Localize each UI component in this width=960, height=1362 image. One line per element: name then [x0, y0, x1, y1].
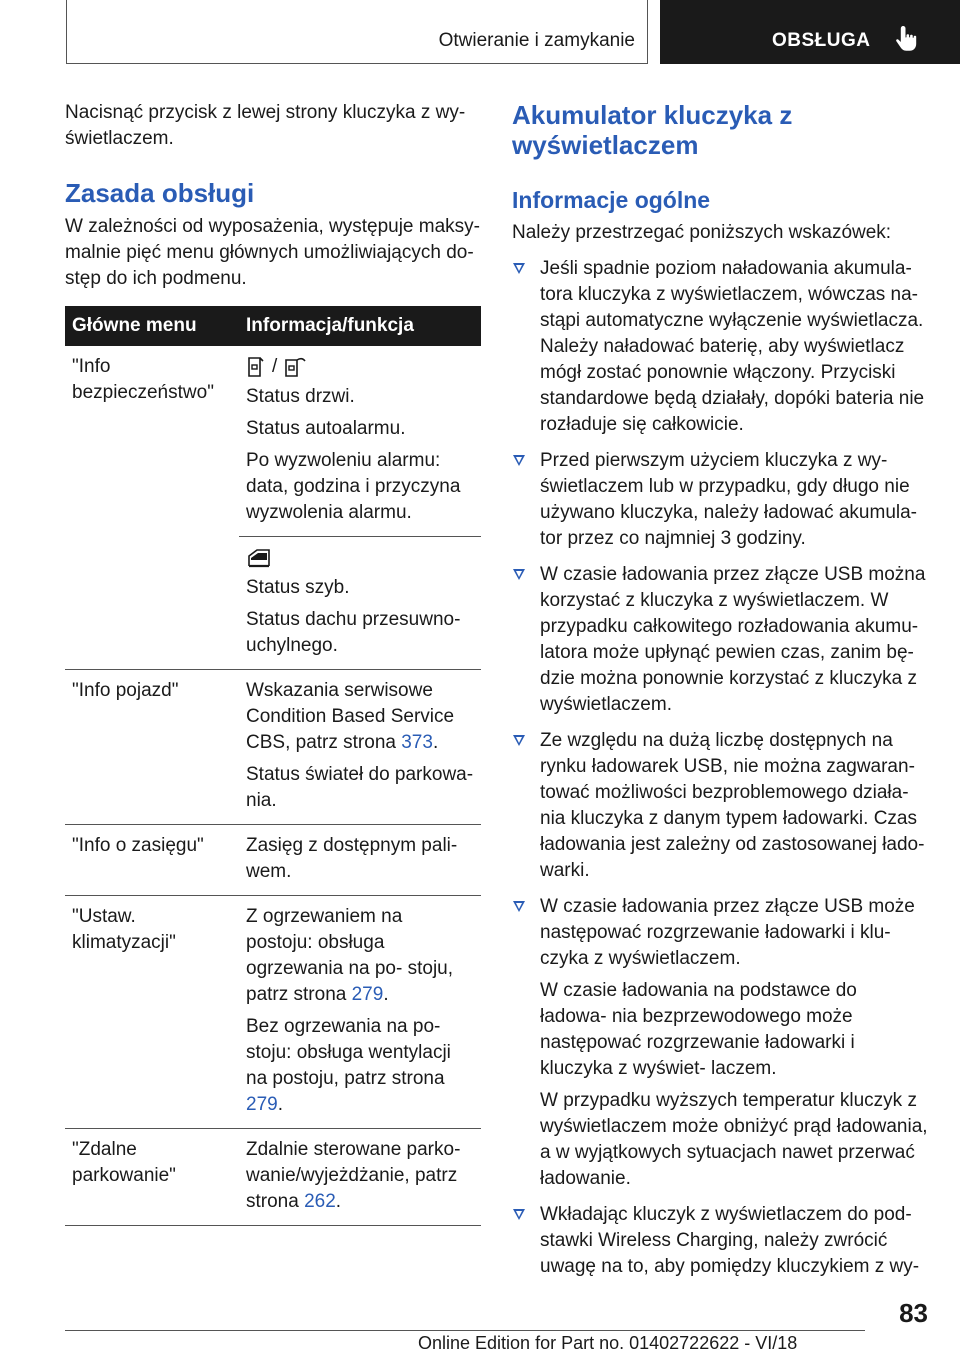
- section-heading-zasada: Zasada obsługi: [65, 178, 255, 208]
- info-line: Z ogrzewaniem na postoju: obsługa ogrzewania na po- stoju, patrz strona 279.: [246, 906, 454, 1005]
- icon-separator: /: [272, 356, 278, 377]
- list-item-text: Ze względu na dużą liczbę dostępnych na rynku ładowarek USB, nie można zagwaran- tować możliwości bezproblemowego działa- nia kluczyka z danym typem ładowarki. Czas ładowania jest zależny od zastosowanej łado- warki.: [540, 730, 925, 881]
- info-cell: [239, 896, 481, 1129]
- bullet-triangle-icon: [513, 455, 525, 466]
- menu-name-cell: "Zdalne parkowanie": [65, 1129, 239, 1226]
- page-link-279[interactable]: 279: [246, 1094, 278, 1115]
- subheading-informacje: Informacje ogólne: [512, 187, 711, 213]
- info-line: Wskazania serwisowe Condition Based Service CBS, patrz strona 373.: [246, 680, 455, 753]
- bullet-triangle-icon: [513, 1209, 525, 1220]
- right-column: [512, 100, 928, 1290]
- bullet-triangle-icon: [513, 901, 525, 912]
- info-line: Status autoalarmu.: [246, 418, 406, 439]
- table-header-row: [65, 306, 481, 346]
- list-item-text: Jeśli spadnie poziom naładowania akumula- tora kluczyka z wyświetlaczem, wówczas na- stąpi automatyczne wyłączenie wyświetlacza. Należy naładować baterię, aby wyświetlacz mógł zostać ponownie włączony. Przyciski standardowe będą działały, dopóki bateria nie rozładuje się całkowicie.: [540, 258, 925, 435]
- left-column: [65, 100, 481, 1226]
- page-link-279[interactable]: 279: [351, 984, 384, 1005]
- notes-list: [512, 256, 928, 1280]
- info-line: Po wyzwoleniu alarmu: data, godzina i przyczyna wyzwolenia alarmu.: [246, 450, 461, 523]
- info-cell: [239, 670, 481, 825]
- info-cell: [239, 346, 481, 537]
- menu-name-cell: [65, 537, 239, 670]
- table-header-info: Informacja/funkcja: [239, 306, 481, 346]
- table-row: [65, 896, 481, 1129]
- table-row: [65, 346, 481, 537]
- list-item: [512, 448, 928, 552]
- section-heading-akumulator: Akumulator kluczyka z wyświetlaczem: [512, 100, 793, 160]
- table-row: [65, 825, 481, 896]
- info-text: Zdalnie sterowane parko- wanie/wyjeżdżanie, patrz strona: [246, 1139, 461, 1212]
- list-item: [512, 562, 928, 718]
- info-line: Zasięg z dostępnym pali- wem.: [246, 835, 458, 882]
- list-item: [512, 728, 928, 884]
- table-header-main-menu: Główne menu: [65, 306, 239, 346]
- header-chapter-box: [660, 0, 960, 64]
- bullet-triangle-icon: [513, 263, 525, 274]
- menu-table: [65, 306, 481, 1226]
- footer-divider: [65, 1330, 865, 1331]
- footer-edition: Online Edition for Part no. 01402722622 - VI/18: [418, 1333, 798, 1353]
- list-item: [512, 894, 928, 1192]
- info-line: Status szyb.: [246, 577, 350, 598]
- list-item: [512, 256, 928, 438]
- door-lock-icon: [246, 355, 266, 379]
- door-open-icon: [283, 355, 307, 379]
- list-item: [512, 1202, 928, 1280]
- chapter-title: OBSŁUGA: [772, 30, 871, 51]
- page-number: 83: [899, 1298, 928, 1328]
- window-icon: [246, 547, 272, 569]
- info-line: Zdalnie sterowane parko- wanie/wyjeżdżanie, patrz strona 262.: [246, 1139, 461, 1212]
- info-text: Z ogrzewaniem na postoju: obsługa ogrzewania na po- stoju, patrz strona: [246, 906, 454, 1005]
- info-cell: [239, 537, 481, 670]
- page-link-373[interactable]: 373: [401, 732, 433, 753]
- list-item-extra: W przypadku wyższych temperatur kluczyk z wyświetlaczem może obniżyć prąd ładowania, a w wyjątkowych sytuacjach nawet przerwać ładowanie.: [540, 1090, 928, 1189]
- bullet-triangle-icon: [513, 735, 525, 746]
- info-line: Status dachu przesuwno- uchylnego.: [246, 609, 461, 656]
- table-row: [65, 1129, 481, 1226]
- info-cell: [239, 1129, 481, 1226]
- section-title: Otwieranie i zamykanie: [438, 30, 635, 51]
- menu-name-cell: "Info bezpieczeństwo": [72, 356, 214, 403]
- list-item-extra: W czasie ładowania na podstawce do ładowa- nia bezprzewodowego może następować rozgrzewanie ładowarki i kluczyka z wyświet- laczem.: [540, 980, 857, 1079]
- page-header: [0, 0, 960, 66]
- bullet-triangle-icon: [513, 569, 525, 580]
- menu-name-cell: "Info o zasięgu": [65, 825, 239, 896]
- page-link-262[interactable]: 262: [304, 1191, 336, 1212]
- list-item-text: Wkładając kluczyk z wyświetlaczem do pod- stawki Wireless Charging, należy zwrócić uwagę na to, aby pomiędzy kluczykiem z wy-: [540, 1204, 920, 1277]
- info-cell: [239, 825, 481, 896]
- table-row: [65, 670, 481, 825]
- pointing-hand-icon: [894, 24, 922, 54]
- window-status-icons: [246, 545, 474, 571]
- list-item-text: Przed pierwszym użyciem kluczyka z wy- świetlaczem lub w przypadku, gdy długo nie używano kluczyka, należy ładować akumula- tor przez co najmniej 3 godziny.: [540, 450, 918, 549]
- info-line: Status świateł do parkowa- nia.: [246, 764, 474, 811]
- list-item-text: W czasie ładowania przez złącze USB można korzystać z kluczyka z wyświetlaczem. W przypadku całkowitego rozładowania akumu- latora może upłynąć pewien czas, zanim bę- dzie można ponownie korzystać z kluczyka z wyświetlaczem.: [540, 564, 926, 715]
- intro-paragraph: Nacisnąć przycisk z lewej strony kluczyka z wy- świetlaczem.: [65, 102, 466, 149]
- menu-name-cell: "Ustaw. klimatyzacji": [65, 896, 239, 1129]
- right-intro: Należy przestrzegać poniższych wskazówek:: [512, 222, 892, 243]
- info-line: Bez ogrzewania na po- stoju: obsługa wentylacji na postoju, patrz strona 279.: [246, 1016, 451, 1115]
- zasada-paragraph: W zależności od wyposażenia, występuje maksy- malnie pięć menu głównych umożliwiających do- stęp do ich podmenu.: [65, 216, 481, 289]
- door-status-icons: [246, 354, 474, 380]
- info-text: Bez ogrzewania na po- stoju: obsługa wentylacji na postoju, patrz strona: [246, 1016, 451, 1089]
- menu-name-cell: "Info pojazd": [65, 670, 239, 825]
- info-text: Wskazania serwisowe Condition Based Service CBS, patrz strona: [246, 680, 455, 753]
- list-item-text: W czasie ładowania przez złącze USB może następować rozgrzewanie ładowarki i klu- czyka z wyświetlaczem.: [540, 896, 915, 969]
- table-row: [65, 537, 481, 670]
- info-line: Status drzwi.: [246, 386, 355, 407]
- header-section-box: [66, 0, 648, 64]
